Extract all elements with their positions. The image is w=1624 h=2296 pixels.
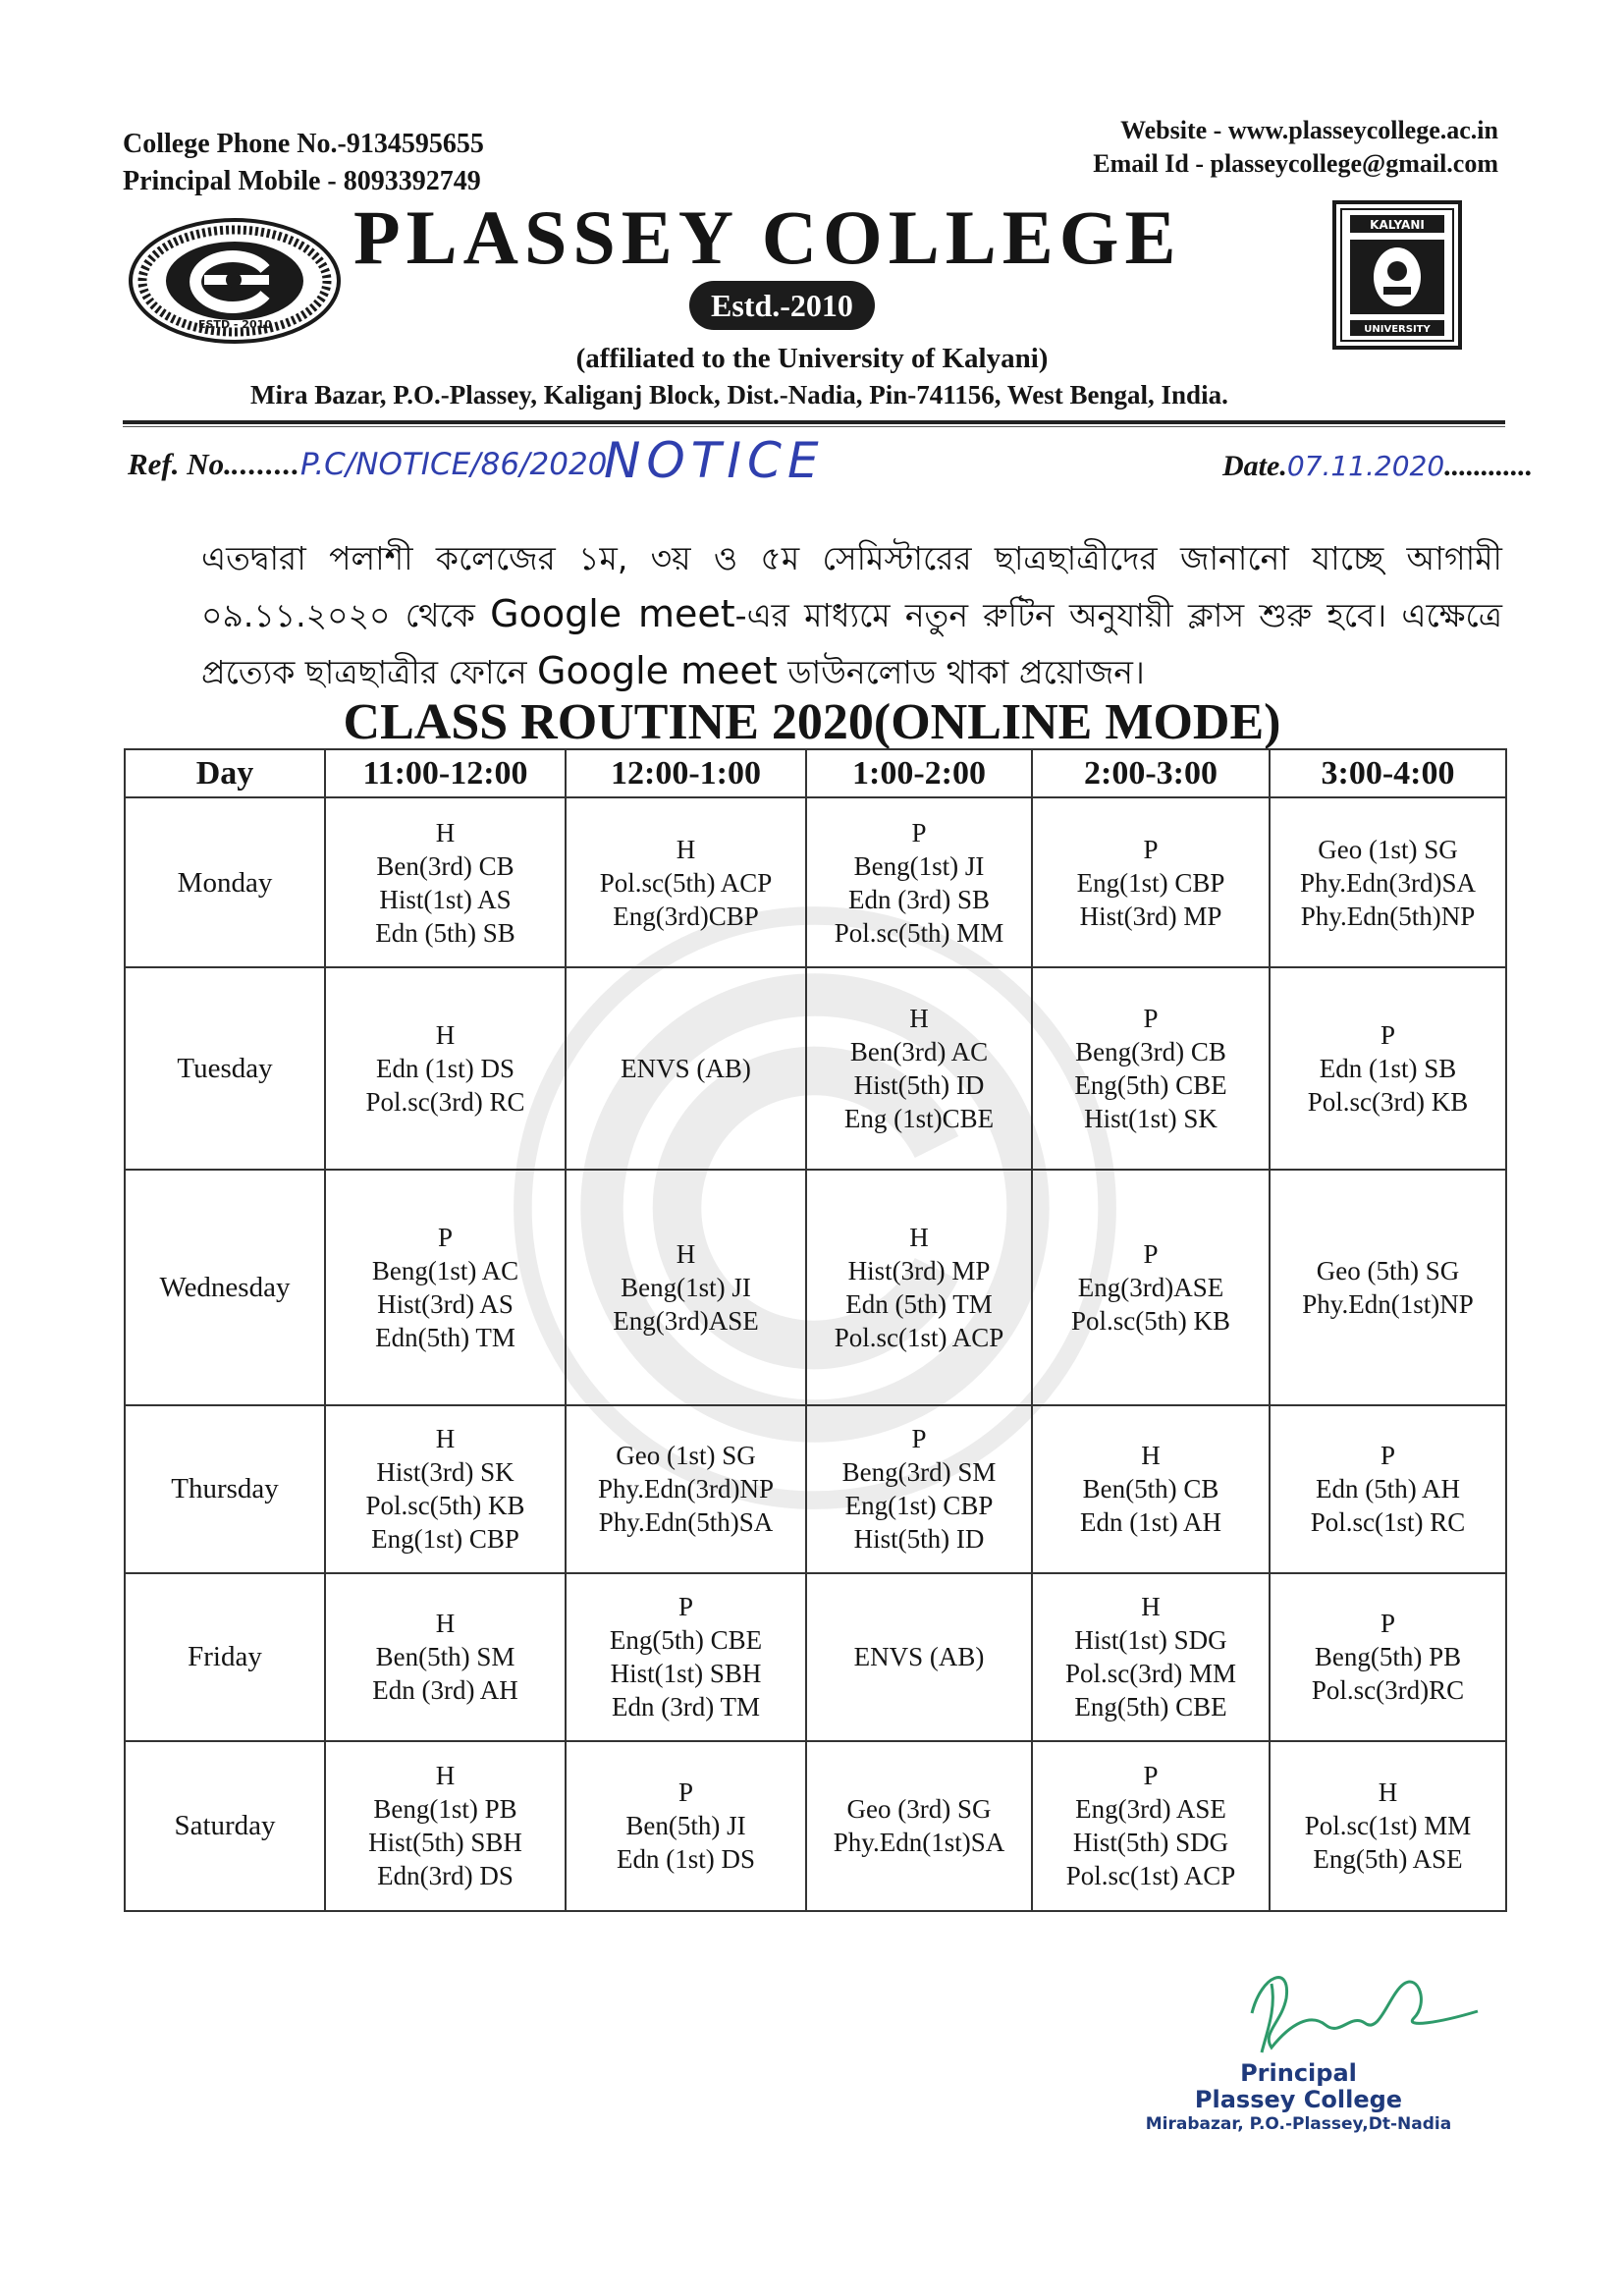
class-cell [566, 1405, 806, 1573]
college-logo-icon [128, 218, 342, 344]
table-row [125, 1405, 1506, 1573]
class-line: Pol.sc(5th) KB [365, 1491, 525, 1521]
class-cell [1032, 967, 1270, 1170]
class-line: Phy.Edn(3rd)NP [598, 1474, 774, 1504]
class-line: Ben(5th) JI [625, 1811, 746, 1841]
class-cell [566, 1573, 806, 1741]
class-cell [806, 1405, 1032, 1573]
class-line: Eng(1st) CBP [844, 1491, 994, 1521]
notice-body [201, 530, 1502, 700]
class-line: P [1143, 1239, 1159, 1270]
class-line: Beng(5th) PB [1314, 1642, 1462, 1672]
class-cell [566, 1741, 806, 1911]
principal-mobile: Principal Mobile - 8093392749 [123, 166, 481, 196]
class-line: Pol.sc(5th) ACP [599, 867, 773, 898]
class-line: Ben(3rd) AC [849, 1037, 989, 1067]
header-day: Day [125, 749, 325, 797]
ref-value: P.C/NOTICE/86/2020 [299, 447, 608, 482]
class-line: Hist(5th) ID [853, 1524, 985, 1555]
class-line: Pol.sc(3rd) MM [1065, 1659, 1236, 1689]
class-line: Edn (1st) AH [1080, 1507, 1221, 1538]
class-line: Edn (5th) TM [845, 1289, 993, 1320]
college-address: Mira Bazar, P.O.-Plassey, Kaliganj Block, Dist.-Nadia, Pin-741156, West Bengal, India. [250, 380, 1228, 410]
class-cell [1270, 1405, 1506, 1573]
class-line: Hist(1st) AS [379, 884, 512, 914]
class-line: Eng(3rd)ASE [1077, 1273, 1224, 1303]
class-line: Hist(5th) SBH [368, 1828, 522, 1858]
class-line: Pol.sc(3rd) KB [1307, 1087, 1469, 1118]
class-line: P [1143, 1004, 1159, 1034]
class-line: Edn (5th) SB [375, 917, 515, 948]
class-line: Hist(3rd) SK [376, 1457, 514, 1488]
class-line: H [435, 1020, 456, 1051]
class-line: Edn (1st) DS [617, 1844, 755, 1875]
class-cell [566, 1170, 806, 1404]
signature-college: Plassey College [1194, 2086, 1403, 2113]
header-slot-3: 1:00-2:00 [806, 749, 1032, 797]
class-cell [566, 967, 806, 1170]
class-line: Ben(5th) SM [375, 1642, 515, 1672]
college-website: Website - www.plasseycollege.ac.in [1120, 116, 1498, 144]
class-routine-table [124, 748, 1507, 1912]
signature-block [1129, 2060, 1468, 2135]
signature-title: Principal [1240, 2059, 1357, 2087]
estd-badge: Estd.-2010 [689, 281, 875, 330]
class-line: Edn (1st) DS [376, 1054, 514, 1084]
table-row [125, 797, 1506, 967]
class-line: P [1380, 1441, 1396, 1471]
class-line: Beng(1st) JI [853, 850, 985, 881]
class-line: Eng(5th) ASE [1313, 1844, 1463, 1875]
class-line: Geo (3rd) SG [846, 1794, 992, 1825]
class-line: Beng(3rd) CB [1075, 1037, 1226, 1067]
day-cell: Thursday [125, 1405, 325, 1573]
class-line: Pol.sc(5th) KB [1071, 1306, 1230, 1337]
date-value: 07.11.2020 [1286, 450, 1445, 482]
class-cell [566, 797, 806, 967]
table-header-row [125, 749, 1506, 797]
notice-body-part-3: ডাউনলোড থাকা প্রয়োজন। [777, 653, 1145, 691]
day-cell: Monday [125, 797, 325, 967]
header-slot-4: 2:00-3:00 [1032, 749, 1270, 797]
class-line: Hist(1st) SDG [1074, 1625, 1227, 1656]
header-slot-2: 12:00-1:00 [566, 749, 806, 797]
class-line: Eng(5th) CBE [609, 1625, 763, 1656]
header-divider-thin [123, 426, 1505, 427]
class-cell [1032, 1741, 1270, 1911]
class-line: ENVS (AB) [853, 1642, 985, 1672]
day-cell: Friday [125, 1573, 325, 1741]
class-line: Beng(1st) PB [373, 1794, 517, 1825]
class-line: Eng (1st)CBE [843, 1104, 995, 1134]
class-cell [806, 797, 1032, 967]
class-line: P [1380, 1020, 1396, 1051]
class-line: Hist(3rd) MP [847, 1256, 991, 1286]
notice-body-part-1: এতদ্বারা পলাশী কলেজের ১ম, ৩য় ও ৫ম সেমিস্টারের ছাত্রছাত্রীদের জানানো যাচ্ছে আগামী ০৯.১১.২০২০ থেকে [201, 539, 1502, 634]
college-email: Email Id - plasseycollege@gmail.com [1093, 149, 1498, 178]
class-line: Edn(3rd) DS [377, 1861, 514, 1891]
class-cell [806, 1170, 1032, 1404]
table-row [125, 1170, 1506, 1404]
table-row [125, 1741, 1506, 1911]
day-cell: Tuesday [125, 967, 325, 1170]
class-cell [325, 967, 566, 1170]
class-line: Geo (1st) SG [616, 1441, 756, 1471]
class-line: Eng(5th) CBE [1074, 1070, 1227, 1101]
class-line: H [435, 1609, 456, 1639]
class-line: H [909, 1004, 929, 1034]
class-line: Phy.Edn(1st)NP [1302, 1289, 1474, 1320]
class-line: Pol.sc(1st) ACP [1065, 1861, 1236, 1891]
class-line: Hist(5th) ID [853, 1070, 985, 1101]
class-line: Geo (5th) SG [1316, 1256, 1460, 1286]
class-line: Beng(1st) JI [621, 1273, 751, 1303]
principal-signature-icon [1232, 1954, 1488, 2062]
class-line: Eng(3rd)ASE [613, 1306, 759, 1337]
class-line: Hist(1st) SK [1084, 1104, 1218, 1134]
class-line: Phy.Edn(5th)SA [598, 1507, 774, 1538]
affiliation-line: (affiliated to the University of Kalyani) [575, 343, 1049, 374]
class-cell [325, 797, 566, 967]
class-line: Edn (5th) AH [1316, 1474, 1460, 1504]
class-line: Pol.sc(3rd) RC [365, 1087, 525, 1118]
notice-body-part-2: -এর মাধ্যমে নতুন রুটিন অনুযায়ী ক্লাস শুরু হবে। এক্ষেত্রে প্রত্যেক ছাত্রছাত্রীর ফোনে [201, 596, 1503, 691]
class-line: Edn (3rd) AH [372, 1675, 518, 1706]
class-line: Pol.sc(3rd)RC [1311, 1675, 1465, 1706]
class-cell [806, 967, 1032, 1170]
routine-title: CLASS ROUTINE 2020(ONLINE MODE) [343, 694, 1281, 750]
class-line: H [1378, 1777, 1398, 1808]
class-line: H [676, 1239, 696, 1270]
day-cell: Saturday [125, 1741, 325, 1911]
class-line: Eng(1st) CBP [1076, 867, 1225, 898]
google-meet-text-1: Google meet [490, 592, 735, 635]
class-cell [1270, 1741, 1506, 1911]
class-line: Pol.sc(1st) RC [1310, 1507, 1466, 1538]
class-cell [1032, 1170, 1270, 1404]
notice-heading: NOTICE [604, 432, 825, 489]
class-line: H [435, 817, 456, 847]
class-line: Eng(5th) CBE [1074, 1692, 1227, 1722]
ref-label: Ref. No. [128, 447, 232, 481]
class-cell [1032, 797, 1270, 967]
class-line: Beng(1st) AC [371, 1256, 519, 1286]
class-cell [1032, 1573, 1270, 1741]
class-cell [325, 1573, 566, 1741]
class-line: Phy.Edn(5th)NP [1300, 901, 1476, 931]
class-line: Phy.Edn(1st)SA [833, 1828, 1005, 1858]
class-line: Eng(1st) CBP [371, 1524, 519, 1555]
class-cell [1270, 797, 1506, 967]
class-line: ENVS (AB) [621, 1054, 751, 1084]
class-cell [325, 1170, 566, 1404]
class-cell [1032, 1405, 1270, 1573]
header-slot-5: 3:00-4:00 [1270, 749, 1506, 797]
svg-text:UNIVERSITY: UNIVERSITY [1364, 324, 1431, 335]
class-line: H [435, 1761, 456, 1791]
reference-number: Ref. No.........P.C/NOTICE/86/2020 [128, 447, 608, 482]
class-line: P [911, 1424, 927, 1454]
signature-address: Mirabazar, P.O.-Plassey,Dt-Nadia [1145, 2114, 1452, 2134]
class-line: Beng(3rd) SM [841, 1457, 997, 1488]
svg-text:ESTD - 2010: ESTD - 2010 [198, 318, 272, 331]
contact-block-left [123, 126, 484, 200]
class-line: H [1141, 1441, 1161, 1471]
class-cell [325, 1405, 566, 1573]
header-divider [123, 420, 1505, 424]
college-phone: College Phone No.-9134595655 [123, 129, 484, 159]
class-line: Edn (3rd) TM [612, 1692, 760, 1722]
class-line: P [911, 817, 927, 847]
date-label: Date. [1222, 450, 1287, 482]
header-slot-1: 11:00-12:00 [325, 749, 566, 797]
class-line: P [1143, 834, 1159, 864]
class-line: Pol.sc(1st) ACP [834, 1323, 1004, 1353]
class-line: H [909, 1223, 929, 1253]
class-line: Hist(5th) SDG [1072, 1828, 1229, 1858]
svg-text:KALYANI: KALYANI [1370, 218, 1425, 232]
class-cell [1270, 1170, 1506, 1404]
class-line: Ben(5th) CB [1082, 1474, 1219, 1504]
class-cell [1270, 1573, 1506, 1741]
class-line: P [1143, 1761, 1159, 1791]
class-line: Edn (1st) SB [1319, 1054, 1457, 1084]
contact-block-right [1093, 114, 1498, 181]
class-line: P [1380, 1609, 1396, 1639]
table-row [125, 967, 1506, 1170]
class-line: H [676, 834, 696, 864]
class-cell [1270, 967, 1506, 1170]
table-row [125, 1573, 1506, 1741]
class-line: Eng(3rd)CBP [613, 901, 759, 931]
class-line: Geo (1st) SG [1318, 834, 1458, 864]
notice-date: Date.07.11.2020............ [1222, 450, 1534, 482]
college-name: PLASSEY COLLEGE [353, 194, 1182, 280]
class-line: H [1141, 1592, 1161, 1622]
class-line: H [435, 1424, 456, 1454]
class-cell [806, 1573, 1032, 1741]
class-line: Hist(3rd) AS [377, 1289, 514, 1320]
class-cell [325, 1741, 566, 1911]
class-line: Ben(3rd) CB [376, 850, 514, 881]
class-line: Hist(1st) SBH [610, 1659, 762, 1689]
google-meet-text-2: Google meet [537, 649, 778, 692]
class-cell [806, 1741, 1032, 1911]
class-line: Edn (3rd) SB [848, 884, 990, 914]
university-seal-icon [1332, 200, 1462, 350]
class-line: P [437, 1223, 454, 1253]
class-line: P [677, 1777, 694, 1808]
class-line: Eng(3rd) ASE [1075, 1794, 1226, 1825]
class-line: Pol.sc(5th) MM [834, 917, 1004, 948]
class-line: Phy.Edn(3rd)SA [1300, 867, 1476, 898]
day-cell: Wednesday [125, 1170, 325, 1404]
class-line: Hist(3rd) MP [1079, 901, 1222, 931]
class-line: P [677, 1592, 694, 1622]
class-line: Edn(5th) TM [375, 1323, 515, 1353]
class-line: Pol.sc(1st) MM [1304, 1811, 1472, 1841]
